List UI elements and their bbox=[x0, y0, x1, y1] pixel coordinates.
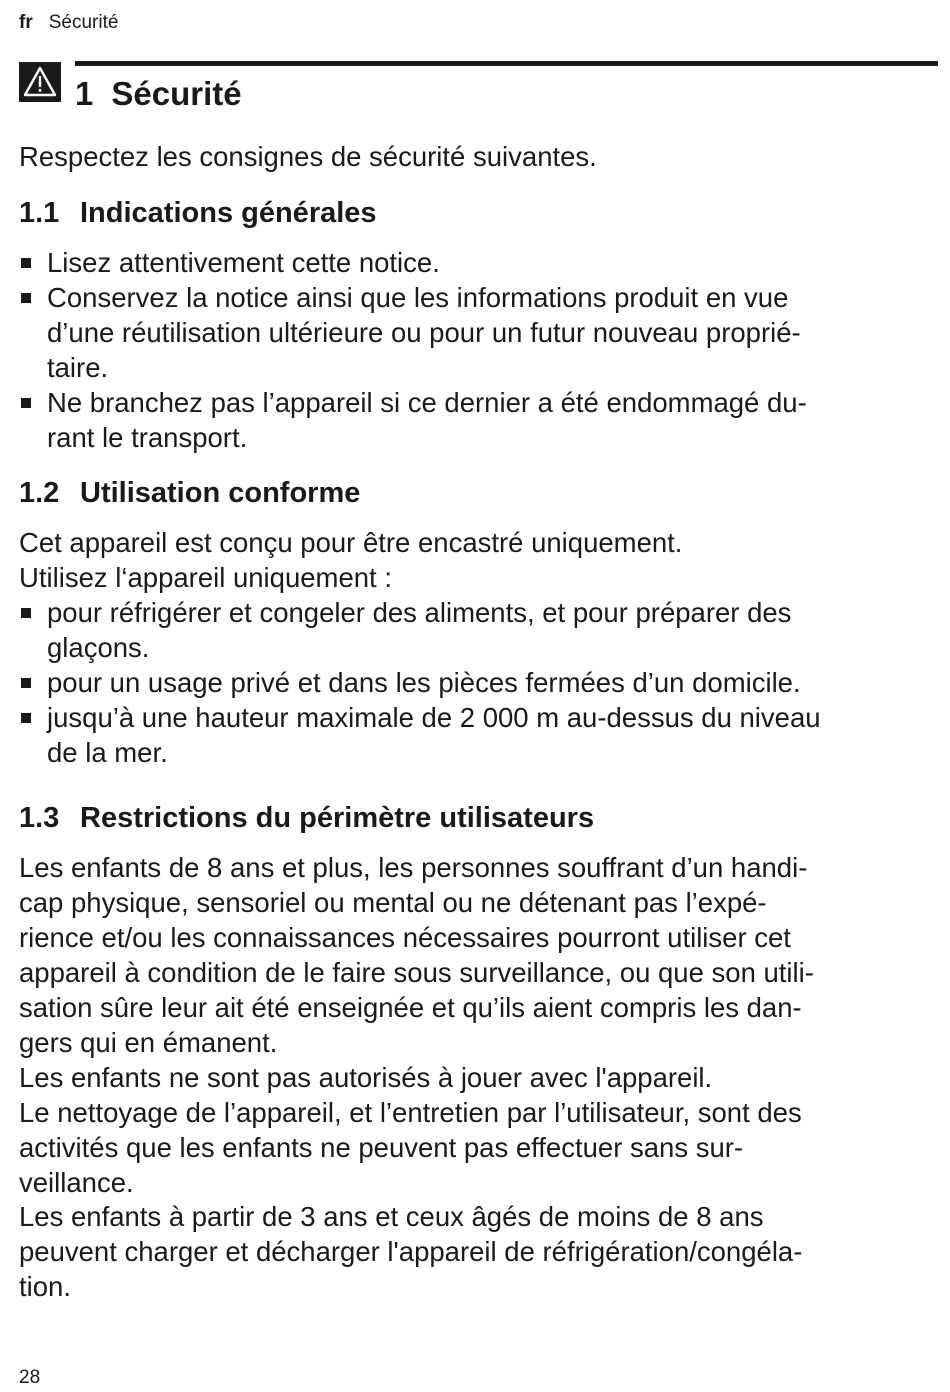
paragraph: Le nettoyage de l’appareil, et l’entretien par l’utilisateur, sont des activités que les enfants ne peuvent pas effectuer sans sur- veillance. bbox=[19, 1097, 802, 1198]
paragraph: Les enfants de 8 ans et plus, les personnes souffrant d’un handi- cap physique, sensoriel ou mental ou ne détenant pas l’expé- rience et/ou les connaissances nécessaires pourront utiliser cet appareil à condition de le faire sous surveillance, ou que son utili- sation sûre leur ait été enseignée et qu’ils aient compris les dan- gers qui en émanent. bbox=[19, 852, 814, 1058]
chapter-number: 1 bbox=[75, 75, 94, 112]
section-heading bbox=[19, 474, 360, 512]
intro-text: Respectez les consignes de sécurité suivantes. bbox=[19, 141, 597, 172]
page-number: 28 bbox=[19, 1367, 41, 1388]
list-item-text: jusqu’à une hauteur maximale de 2 000 m au-dessus du niveau bbox=[47, 702, 821, 733]
list-item: Ne branchez pas l’appareil si ce dernier a été endommagé du- rant le transport. bbox=[19, 385, 934, 455]
section-number: 1.3 bbox=[19, 802, 60, 834]
list-item-text: Lisez attentivement cette notice. bbox=[47, 247, 440, 278]
section-title: Indications générales bbox=[80, 197, 377, 229]
section-rule bbox=[75, 61, 938, 66]
bullet-list bbox=[19, 245, 934, 455]
section-heading bbox=[19, 194, 377, 232]
paragraph: Les enfants à partir de 3 ans et ceux âgés de moins de 8 ans peuvent charger et décharger l'appareil de réfrigération/congéla- tion. bbox=[19, 1201, 803, 1302]
language-code: fr bbox=[19, 12, 33, 33]
section-title: Utilisation conforme bbox=[80, 477, 361, 509]
list-item: Conservez la notice ainsi que les informations produit en vue d’une réutilisation ultérieure ou pour un futur nouveau proprié- taire. bbox=[19, 280, 934, 385]
section-title: Restrictions du périmètre utilisateurs bbox=[80, 802, 595, 834]
list-item: pour réfrigérer et congeler des aliments, et pour préparer des glaçons. bbox=[19, 595, 934, 665]
bullet-list bbox=[19, 595, 934, 770]
section-number: 1.1 bbox=[19, 197, 60, 229]
section-heading bbox=[19, 799, 594, 837]
list-item: jusqu’à une hauteur maximale de 2 000 m au-dessus du niveau de la mer. bbox=[19, 700, 934, 770]
list-item bbox=[19, 665, 934, 700]
list-item-text: Ne branchez pas l’appareil si ce dernier a été endommagé du- bbox=[47, 387, 807, 418]
chapter-title-text: Sécurité bbox=[111, 75, 242, 112]
warning-triangle-icon bbox=[19, 62, 61, 102]
paragraph: Cet appareil est conçu pour être encastré uniquement. bbox=[19, 527, 683, 558]
list-item-text: pour réfrigérer et congeler des aliments, et pour préparer des bbox=[47, 597, 792, 628]
paragraph: Les enfants ne sont pas autorisés à jouer avec l'appareil. bbox=[19, 1062, 713, 1093]
list-item-text: Conservez la notice ainsi que les informations produit en vue bbox=[47, 282, 789, 313]
section-number: 1.2 bbox=[19, 477, 60, 509]
list-item-text: pour un usage privé et dans les pièces fermées d’un domicile. bbox=[47, 667, 801, 698]
running-header bbox=[19, 9, 118, 37]
paragraph: Utilisez l‘appareil uniquement : bbox=[19, 562, 392, 593]
running-header-section: Sécurité bbox=[48, 12, 119, 33]
chapter-title bbox=[75, 72, 242, 116]
list-item bbox=[19, 245, 934, 280]
